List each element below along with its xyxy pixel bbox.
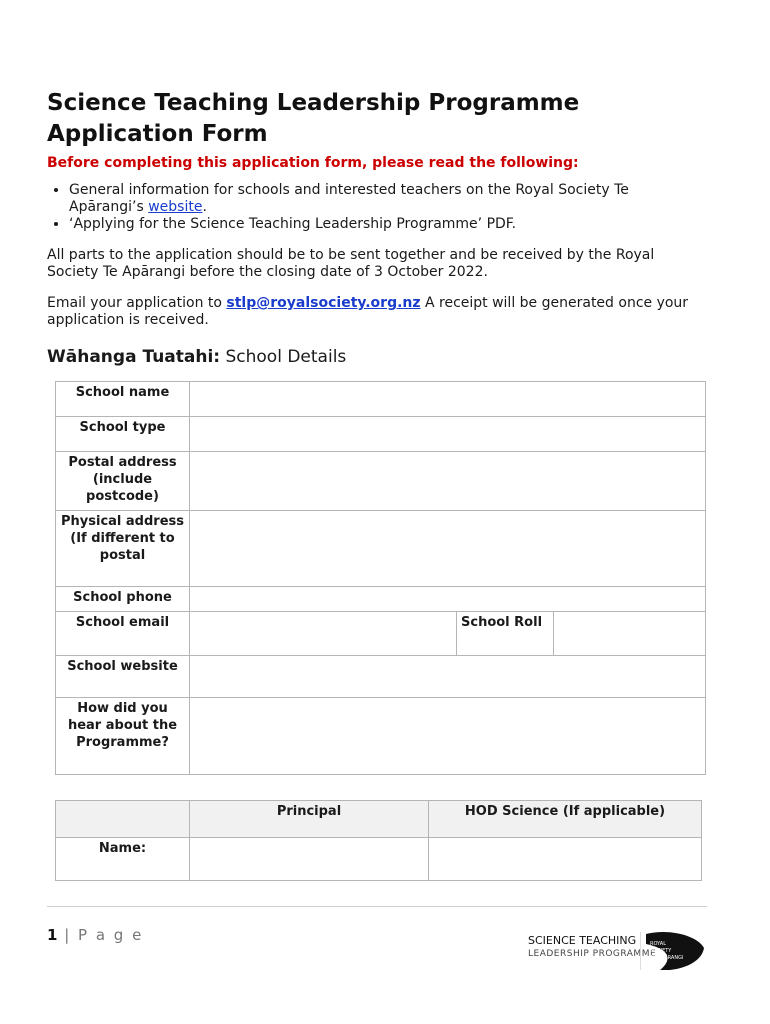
title-line-1: Science Teaching Leadership Programme	[47, 90, 580, 116]
physical-address-label: Physical address (If different to postal	[56, 511, 190, 587]
how-heard-field[interactable]	[190, 698, 706, 775]
school-phone-label: School phone	[56, 587, 190, 612]
school-details-table	[55, 381, 706, 775]
school-phone-field[interactable]	[190, 587, 706, 612]
email-link[interactable]: stlp@royalsociety.org.nz	[226, 295, 421, 311]
hod-header: HOD Science (If applicable)	[429, 801, 702, 838]
warning-text: Before completing this application form, please read the following:	[47, 155, 579, 171]
physical-address-field[interactable]	[190, 511, 706, 587]
postal-address-label: Postal address (include postcode)	[56, 452, 190, 511]
website-link[interactable]: website	[148, 199, 203, 215]
document-body	[47, 88, 707, 367]
list-item: • ‘Applying for the Science Teaching Leadership Programme’ PDF.	[69, 216, 707, 233]
school-email-field[interactable]	[190, 612, 457, 656]
how-heard-label: How did you hear about the Programme?	[56, 698, 190, 775]
school-name-field[interactable]	[190, 382, 706, 417]
principal-header: Principal	[190, 801, 429, 838]
instruction-list	[47, 182, 707, 233]
principal-name-field[interactable]	[190, 838, 429, 881]
deadline-paragraph: All parts to the application should be to be sent together and be received by the Royal Society Te Apārangi before the closing date of 3 October 2022.	[47, 247, 655, 280]
school-type-label: School type	[56, 417, 190, 452]
school-email-label: School email	[56, 612, 190, 656]
email-paragraph: Email your application to stlp@royalsociety.org.nz A receipt will be generated once your application is received.	[47, 295, 689, 328]
list-item: • General information for schools and interested teachers on the Royal Society Te Apārangi’s website.	[69, 182, 707, 216]
page-title	[47, 88, 707, 150]
section-heading: Wāhanga Tuatahi: School Details	[47, 347, 347, 367]
mark-text-1: ROYAL	[650, 941, 667, 947]
hod-name-field[interactable]	[429, 838, 702, 881]
mark-text-2: SOCIETY	[650, 948, 672, 954]
school-roll-label: School Roll	[457, 612, 554, 656]
school-type-field[interactable]	[190, 417, 706, 452]
footer-divider	[47, 906, 707, 907]
school-roll-field[interactable]	[554, 612, 706, 656]
title-line-2: Application Form	[47, 121, 268, 147]
page-number: 1 | P a g e	[47, 926, 144, 944]
postal-address-field[interactable]	[190, 452, 706, 511]
mark-text-3: TE APĀRANGI	[650, 955, 684, 961]
royal-society-logo-icon	[640, 930, 706, 972]
staff-table	[55, 800, 702, 881]
school-name-label: School name	[56, 382, 190, 417]
programme-logo: SCIENCE TEACHING LEADERSHIP PROGRAMME	[528, 934, 657, 959]
school-website-field[interactable]	[190, 656, 706, 698]
staff-corner-cell	[56, 801, 190, 838]
school-website-label: School website	[56, 656, 190, 698]
name-label: Name:	[56, 838, 190, 881]
